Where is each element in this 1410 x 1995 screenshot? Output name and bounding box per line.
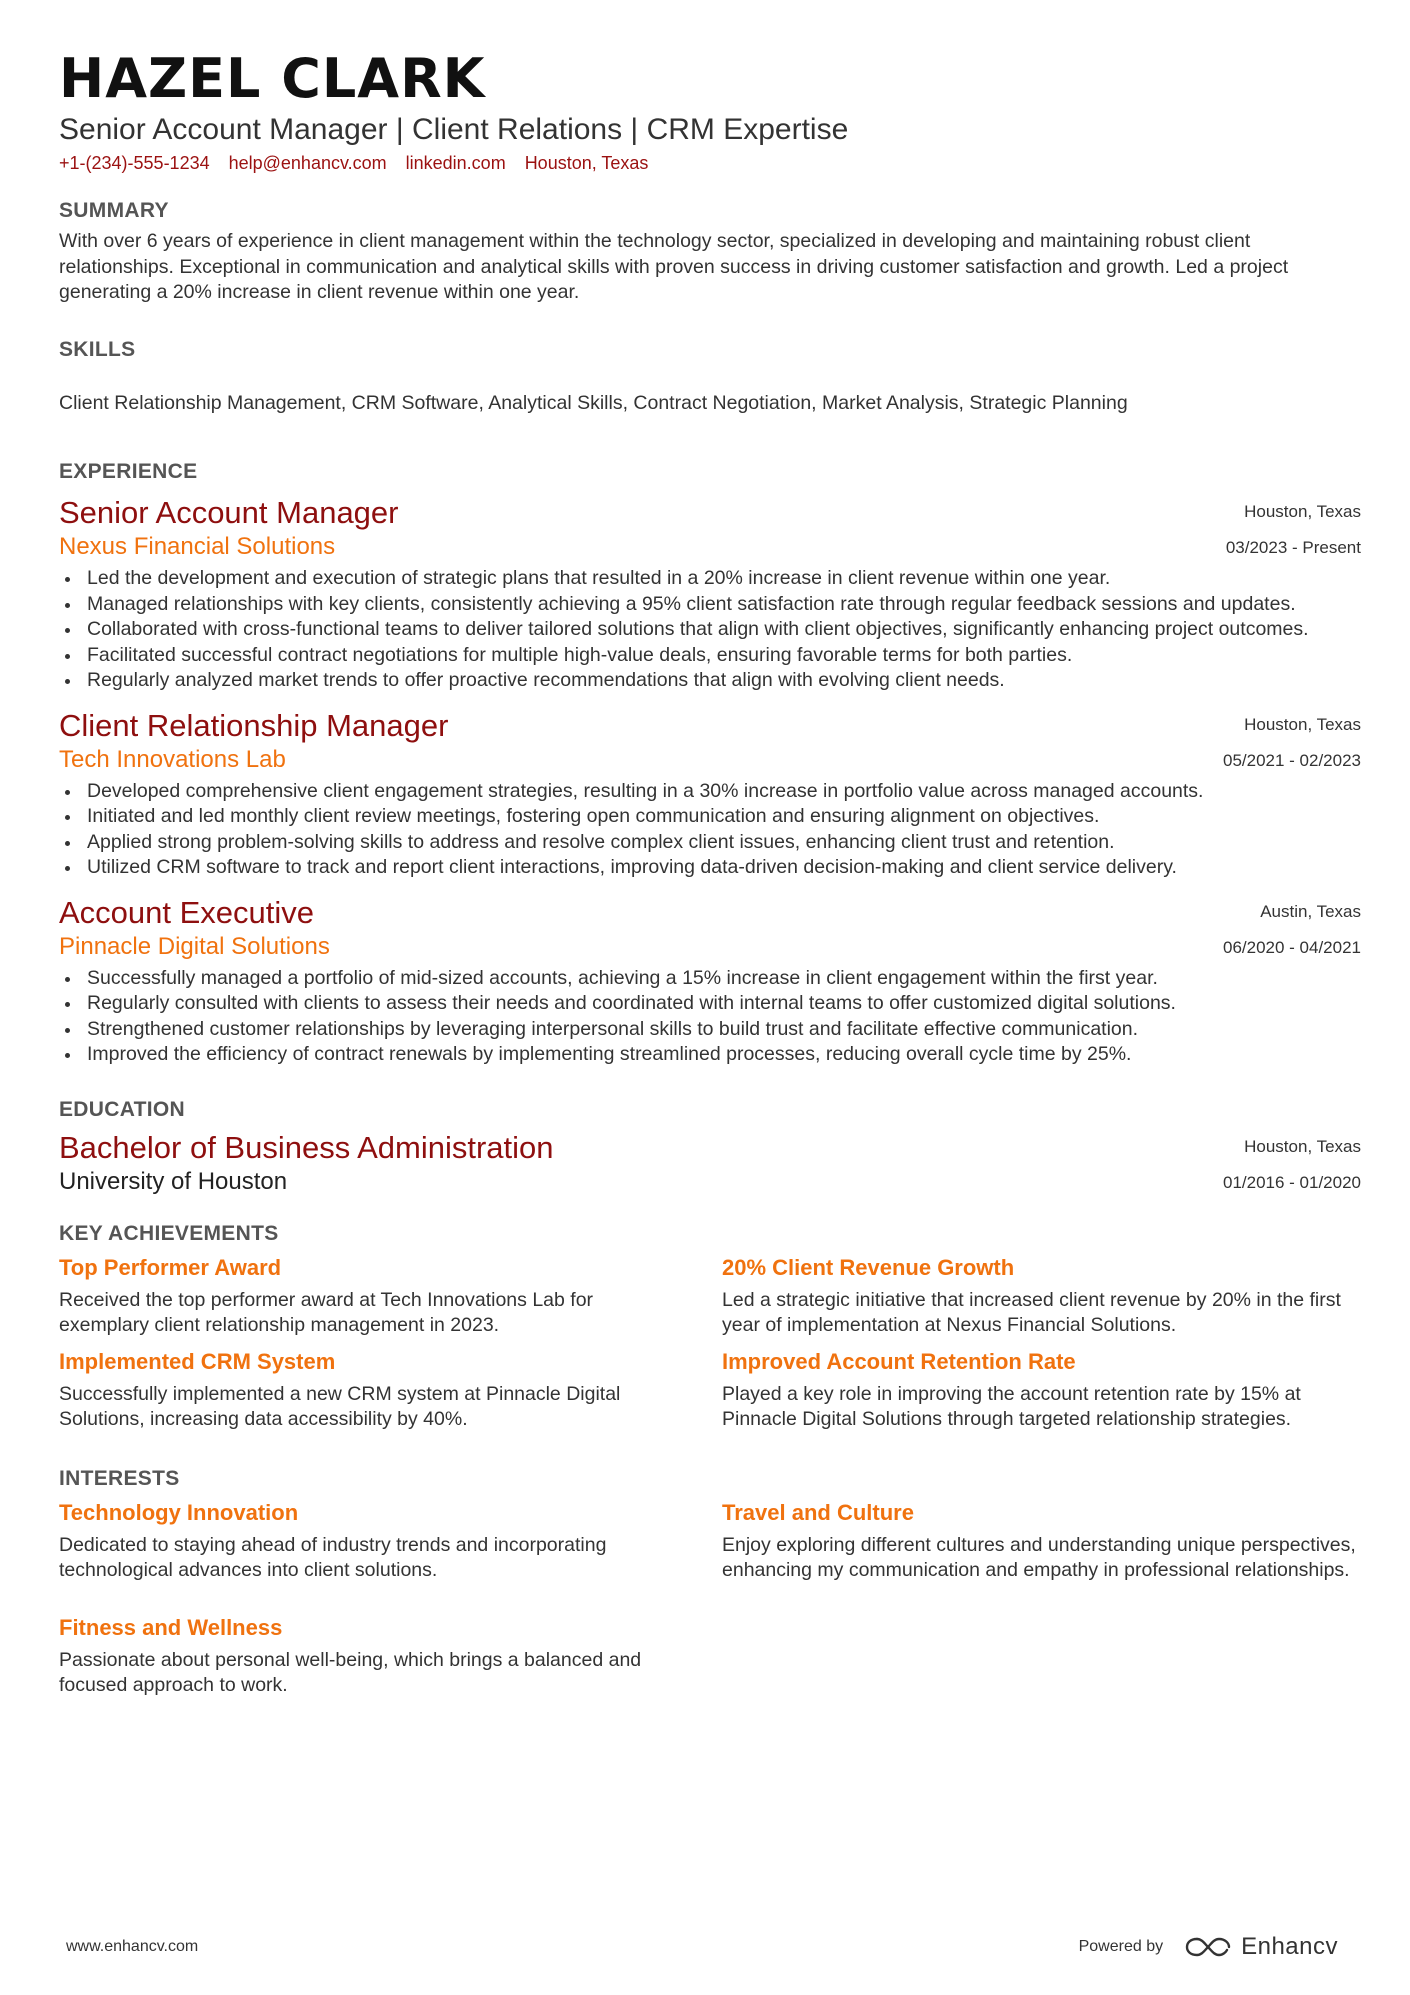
section-title-achievements: KEY ACHIEVEMENTS: [59, 1221, 279, 1245]
achievement-item: [722, 1254, 1361, 1339]
summary-section: [59, 198, 1361, 306]
experience-entry: [59, 894, 1361, 1068]
list-item: Facilitated successful contract negotiations for multiple high-value deals, ensuring favorable terms for both parties.: [59, 643, 1361, 669]
job-location: Houston, Texas: [1244, 502, 1361, 521]
job-company: Tech Innovations Lab: [59, 745, 286, 773]
interest-title: Fitness and Wellness: [59, 1614, 283, 1640]
education-dates: 01/2016 - 01/2020: [1222, 1172, 1361, 1192]
interest-item: [59, 1614, 722, 1699]
phone-link[interactable]: +1-(234)-555-1234: [59, 153, 210, 173]
list-item: Utilized CRM software to track and report client interactions, improving data-driven decision-making and client service delivery.: [59, 855, 1361, 881]
brand-name: Enhancv: [1241, 1933, 1338, 1960]
job-dates: 03/2023 - Present: [1225, 538, 1361, 557]
degree-title: Bachelor of Business Administration: [59, 1129, 554, 1165]
website-link[interactable]: www.enhancv.com: [66, 1938, 199, 1955]
achievement-title: Improved Account Retention Rate: [722, 1348, 1076, 1374]
achievement-item: [59, 1348, 722, 1433]
experience-entry: [59, 494, 1361, 694]
skills-text: Client Relationship Management, CRM Software, Analytical Skills, Contract Negotiation, Market Analysis, Strategic Planning: [59, 391, 1128, 414]
job-company: Pinnacle Digital Solutions: [59, 932, 330, 960]
school-name: University of Houston: [59, 1167, 288, 1195]
linkedin-link[interactable]: linkedin.com: [405, 153, 506, 173]
education-section: [59, 1097, 1361, 1197]
job-location: Austin, Texas: [1260, 901, 1361, 921]
job-meta: [1226, 494, 1361, 557]
resume-header: [59, 48, 1361, 174]
job-dates: 05/2021 - 02/2023: [1222, 750, 1361, 770]
education-meta: [1223, 1129, 1361, 1192]
enhancv-logo-icon: [1185, 1935, 1231, 1959]
section-title-summary: SUMMARY: [59, 199, 169, 222]
job-meta: [1223, 894, 1361, 957]
interest-text: Enjoy exploring different cultures and understanding unique perspectives, enhancing my communication and empathy in professional relationships.: [722, 1533, 1356, 1581]
enhancv-logo[interactable]: [1185, 1933, 1338, 1961]
skills-section: [59, 337, 1361, 417]
list-item: Collaborated with cross-functional teams to deliver tailored solutions that align with client objectives, significantly enhancing project outcomes.: [59, 617, 1361, 643]
interest-title: Technology Innovation: [59, 1499, 299, 1525]
list-item: Regularly analyzed market trends to offer proactive recommendations that align with evolving client needs.: [59, 668, 1361, 694]
achievement-title: 20% Client Revenue Growth: [722, 1254, 1015, 1280]
achievement-title: Implemented CRM System: [59, 1348, 336, 1374]
list-item: Led the development and execution of strategic plans that resulted in a 20% increase in client revenue within one year.: [59, 566, 1361, 592]
location-text: Houston, Texas: [524, 153, 649, 173]
achievement-item: [722, 1348, 1361, 1433]
experience-entry: [59, 707, 1361, 881]
section-title-interests: INTERESTS: [59, 1466, 180, 1490]
achievement-item: [59, 1254, 722, 1339]
job-location: Houston, Texas: [1244, 714, 1361, 734]
achievements-section: [59, 1221, 1361, 1433]
interests-section: [59, 1466, 1361, 1699]
achievement-text: Successfully implemented a new CRM system at Pinnacle Digital Solutions, increasing data accessibility by 40%.: [59, 1382, 621, 1430]
list-item: Successfully managed a portfolio of mid-sized accounts, achieving a 15% increase in client engagement within the first year.: [59, 966, 1361, 992]
job-bullets: [59, 779, 1361, 881]
job-bullets: [59, 966, 1361, 1068]
interest-title: Travel and Culture: [722, 1499, 914, 1525]
section-title-skills: SKILLS: [59, 337, 136, 361]
job-meta: [1223, 707, 1361, 770]
powered-by-label: Powered by: [1078, 1938, 1164, 1955]
job-role: Senior Account Manager: [59, 495, 399, 530]
headline: Senior Account Manager | Client Relations | CRM Expertise: [59, 113, 849, 146]
experience-section: [59, 459, 1361, 1068]
contact-info: [59, 152, 1361, 174]
list-item: Managed relationships with key clients, consistently achieving a 95% client satisfaction rate through regular feedback sessions and updates.: [59, 592, 1361, 618]
education-location: Houston, Texas: [1244, 1136, 1361, 1156]
list-item: Applied strong problem-solving skills to address and resolve complex client issues, enhancing client trust and retention.: [59, 830, 1361, 856]
candidate-name: HAZEL CLARK: [59, 47, 486, 110]
email-link[interactable]: help@enhancv.com: [228, 153, 387, 173]
interest-text: Passionate about personal well-being, which brings a balanced and focused approach to work.: [59, 1648, 642, 1696]
list-item: Regularly consulted with clients to assess their needs and coordinated with internal teams to offer customized digital solutions.: [59, 991, 1361, 1017]
list-item: Developed comprehensive client engagement strategies, resulting in a 30% increase in portfolio value across managed accounts.: [59, 779, 1361, 805]
achievement-text: Led a strategic initiative that increased client revenue by 20% in the first year of implementation at Nexus Financial Solutions.: [722, 1288, 1341, 1336]
achievement-title: Top Performer Award: [59, 1254, 282, 1280]
resume-page: [59, 48, 1361, 1699]
achievement-text: Received the top performer award at Tech Innovations Lab for exemplary client relationship management in 2023.: [59, 1288, 594, 1336]
list-item: Initiated and led monthly client review meetings, fostering open communication and ensuring alignment on objectives.: [59, 804, 1361, 830]
interest-text: Dedicated to staying ahead of industry trends and incorporating technological advances into client solutions.: [59, 1533, 607, 1581]
job-bullets: [59, 566, 1361, 694]
job-company: Nexus Financial Solutions: [59, 533, 336, 560]
section-title-education: EDUCATION: [59, 1097, 185, 1121]
list-item: Improved the efficiency of contract renewals by implementing streamlined processes, reducing overall cycle time by 25%.: [59, 1042, 1361, 1068]
page-footer: [66, 1933, 1338, 1961]
job-role: Account Executive: [59, 894, 315, 930]
achievement-text: Played a key role in improving the account retention rate by 15% at Pinnacle Digital Solutions through targeted relationship strategies.: [722, 1382, 1301, 1430]
list-item: Strengthened customer relationships by leveraging interpersonal skills to build trust and facilitate effective communication.: [59, 1017, 1361, 1043]
job-dates: 06/2020 - 04/2021: [1222, 937, 1361, 957]
powered-by: [1079, 1933, 1338, 1961]
summary-text: With over 6 years of experience in client management within the technology sector, specialized in developing and maintaining robust client relationships. Exceptional in communication and analytical skills with proven success in driving customer satisfaction and growth. Led a project generating a 20% increase in client revenue within one year.: [59, 230, 1289, 303]
section-title-experience: EXPERIENCE: [59, 460, 198, 483]
interest-item: [59, 1499, 722, 1584]
interest-item: [722, 1499, 1361, 1584]
job-role: Client Relationship Manager: [59, 707, 449, 743]
